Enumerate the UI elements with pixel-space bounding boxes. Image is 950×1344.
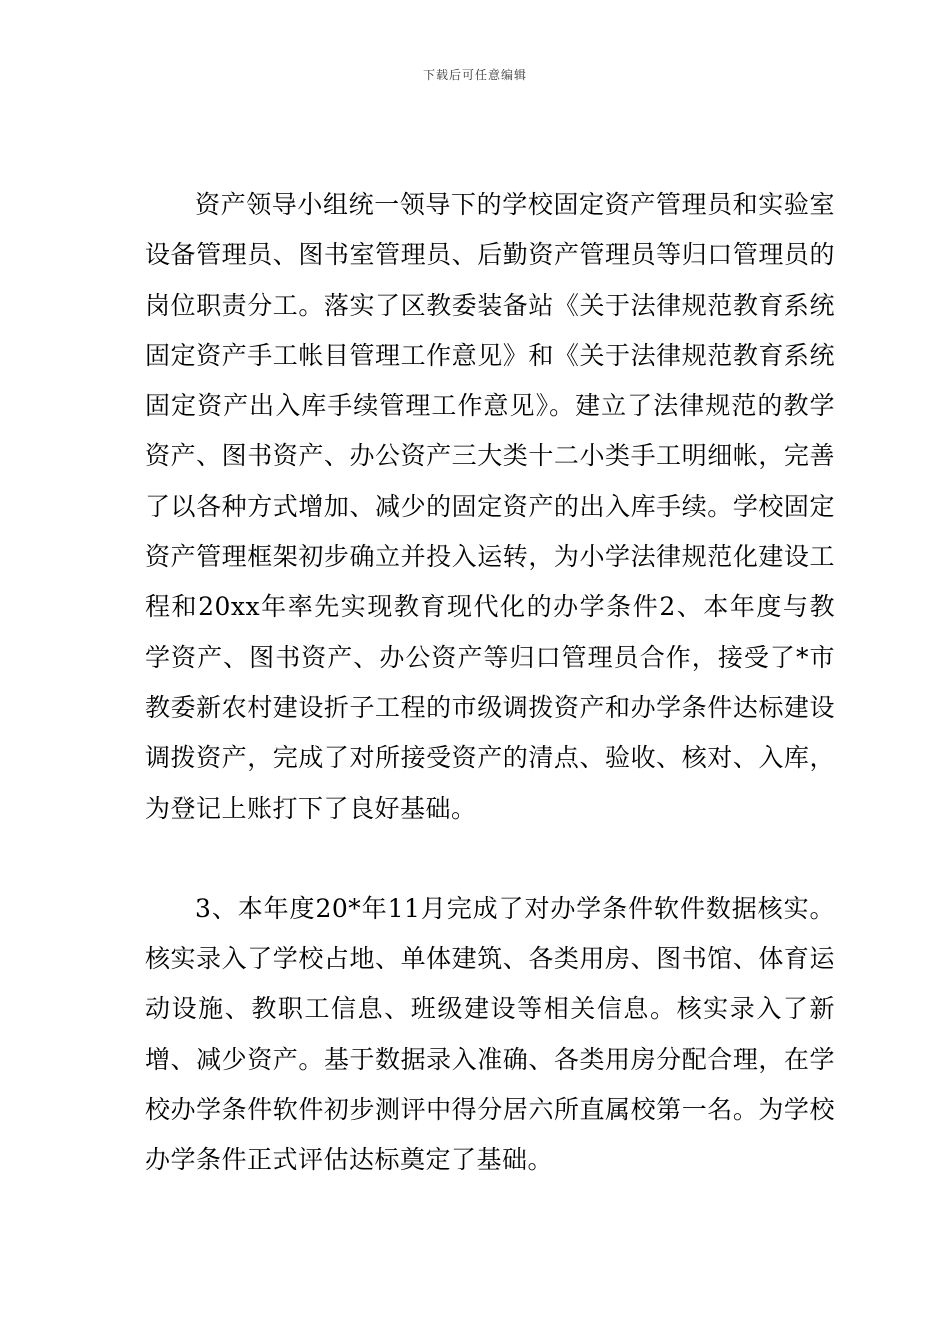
paragraph-2: 3、本年度20*年11月完成了对办学条件软件数据核实。核实录入了学校占地、单体建筑、各类用房、图书馆、体育运动设施、教职工信息、班级建设等相关信息。核实录入了新增、减少资产。基于数据录入准确、各类用房分配合理，在学校办学条件软件初步测评中得分居六所直属校第一名。为学校办学条件正式评估达标奠定了基础。 xyxy=(145,893,835,1175)
document-body xyxy=(145,180,835,1186)
paragraph-1: 资产领导小组统一领导下的学校固定资产管理员和实验室设备管理员、图书室管理员、后勤资产管理员等归口管理员的岗位职责分工。落实了区教委装备站《关于法律规范教育系统固定资产手工帐目管理工作意见》和《关于法律规范教育系统固定资产出入库手续管理工作意见》。建立了法律规范的教学资产、图书资产、办公资产三大类十二小类手工明细帐，完善了以各种方式增加、减少的固定资产的出入库手续。学校固定资产管理框架初步确立并投入运转，为小学法律规范化建设工程和20xx年率先实现教育现代化的办学条件2、本年度与教学资产、图书资产、办公资产等归口管理员合作，接受了*市教委新农村建设折子工程的市级调拨资产和办学条件达标建设调拨资产，完成了对所接受资产的清点、验收、核对、入库，为登记上账打下了良好基础。 xyxy=(145,190,835,823)
header-note: 下载后可任意编辑 xyxy=(422,68,527,82)
